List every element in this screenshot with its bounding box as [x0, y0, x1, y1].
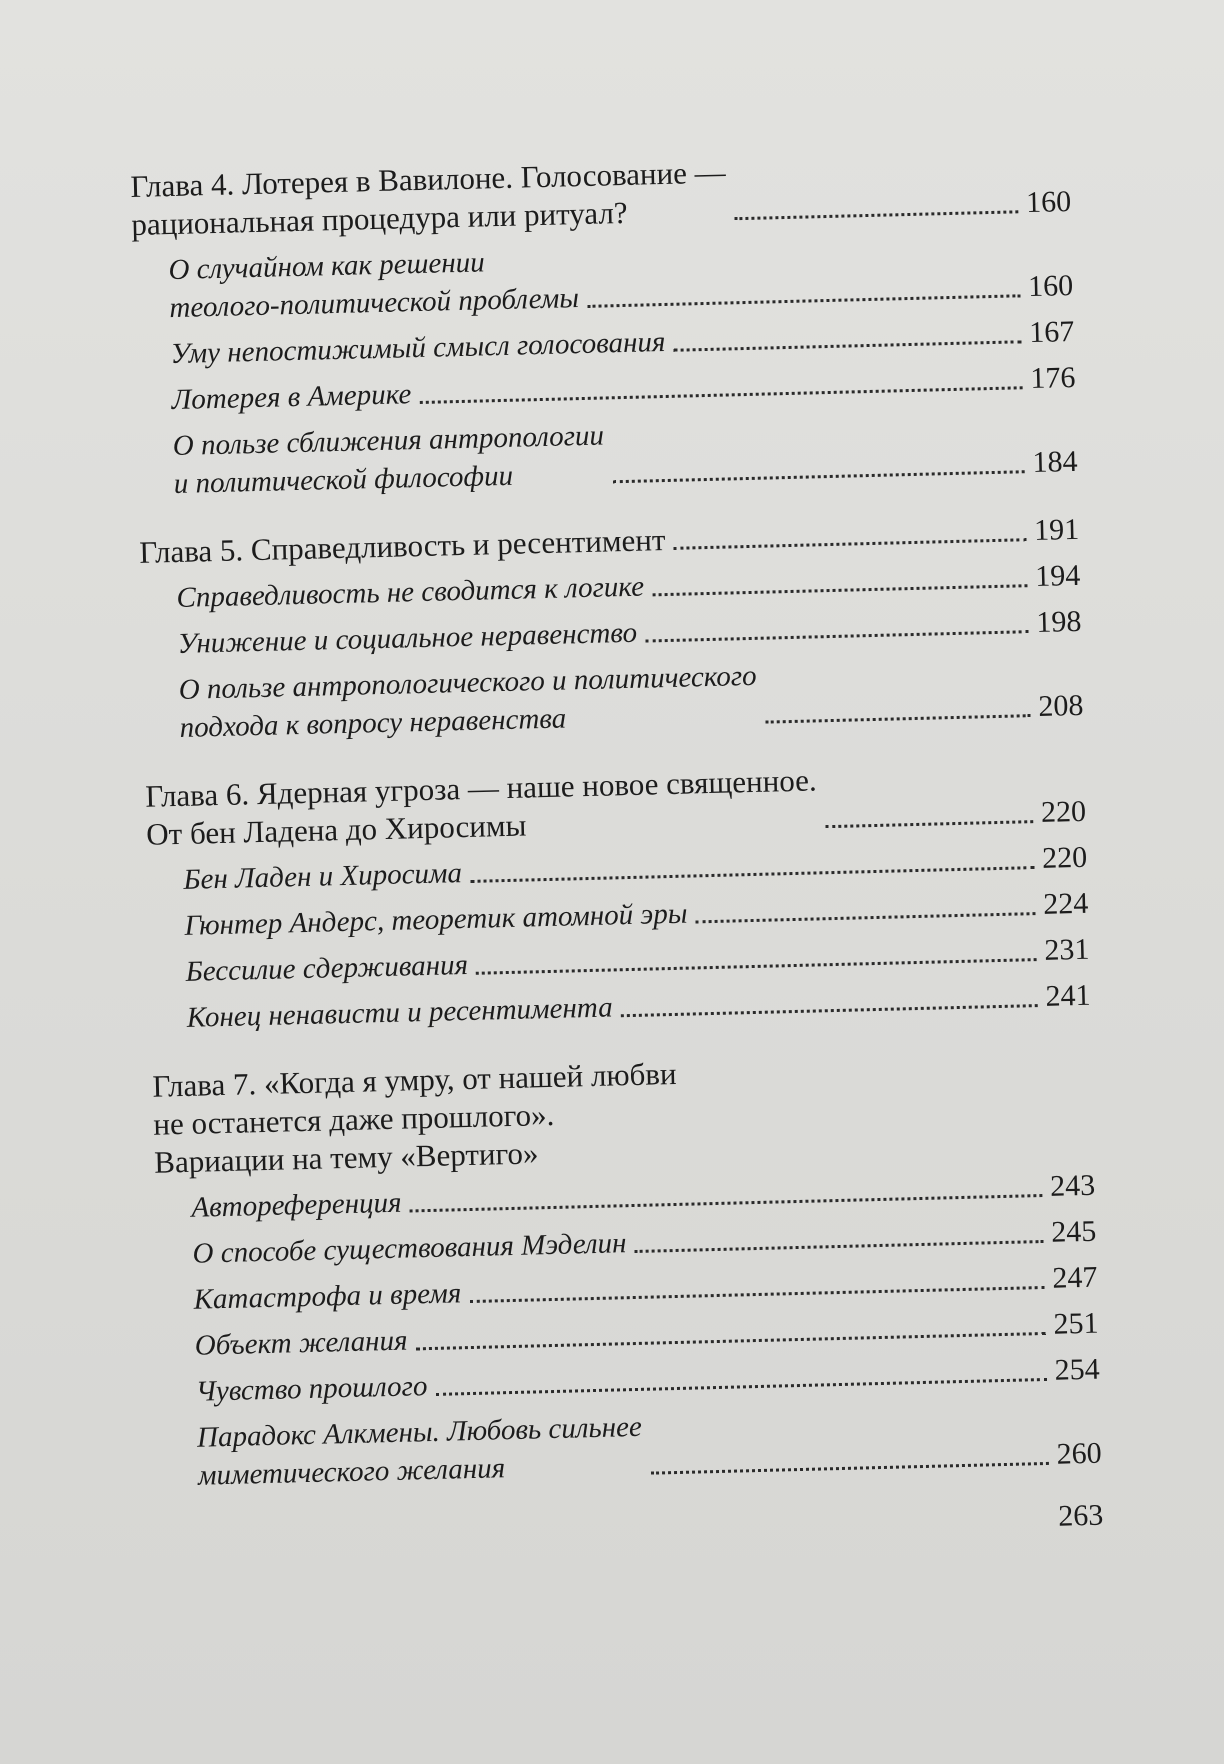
- section-title: [176, 568, 644, 617]
- dot-leader: [826, 819, 1034, 828]
- section-title-line: Парадокс Алкмены. Любовь сильнее: [196, 1410, 643, 1454]
- section-title-line: Уму непостижимый смысл голосования: [170, 325, 666, 371]
- section-title-line: Гюнтер Андерс, теоретик атомной эры: [184, 897, 688, 942]
- section-title: [178, 657, 758, 747]
- section-title: [183, 854, 462, 899]
- section-title-line: миметического желания: [197, 1452, 506, 1492]
- section-entry: [142, 649, 1084, 748]
- section-title: [170, 323, 666, 373]
- chapter-title-line: рациональная процедура или ритуал?: [130, 194, 628, 242]
- chapter-title-line: Вариации на тему «Вертиго»: [153, 1135, 539, 1180]
- dot-leader: [436, 1377, 1047, 1396]
- chapter-title-line: Глава 6. Ядерная угроза — наше новое священное.: [144, 762, 818, 814]
- chapter-title-line: не останется даже прошлого».: [152, 1096, 555, 1142]
- section-title-line: подхода к вопросу неравенства: [179, 702, 567, 744]
- chapter-title: [130, 153, 727, 244]
- dot-leader: [621, 1003, 1038, 1017]
- section-title-line: Унижение и социальное неравенство: [177, 616, 638, 660]
- page-number: 160: [1025, 185, 1072, 220]
- dot-leader: [469, 1285, 1044, 1303]
- page-number: 167: [1028, 314, 1075, 350]
- section-title-line: Автореференция: [191, 1186, 402, 1224]
- dot-leader: [651, 1461, 1049, 1475]
- section-title-line: О пользе сближения антропологии: [172, 419, 605, 463]
- chapter-title: [152, 1055, 679, 1182]
- chapter-4: [130, 145, 1078, 504]
- chapter-title-line: Глава 7. «Когда я умру, от нашей любви: [152, 1055, 677, 1104]
- page-number: 194: [1034, 558, 1081, 593]
- dot-leader: [735, 209, 1019, 220]
- chapter-heading: [145, 755, 1087, 854]
- section-entry: [161, 1397, 1103, 1496]
- dot-leader: [587, 293, 1020, 308]
- chapter-title: [139, 521, 666, 572]
- dot-leader: [635, 1239, 1044, 1253]
- page-number: 208: [1038, 688, 1084, 723]
- section-entry: [136, 405, 1078, 504]
- section-title-line: О способе существования Мэделин: [192, 1227, 627, 1270]
- section-title: [171, 375, 412, 419]
- page-number: 231: [1043, 932, 1090, 967]
- section-title-line: О случайном как решении: [168, 246, 486, 287]
- trailing-entry: [163, 1497, 1104, 1558]
- section-title-line: Бессилие сдерживания: [185, 948, 469, 988]
- section-title: [192, 1224, 627, 1273]
- section-entry: [132, 229, 1074, 328]
- dot-leader: [652, 583, 1027, 596]
- chapter-heading: [130, 145, 1072, 244]
- section-title: [191, 1184, 402, 1227]
- section-title: [193, 1274, 462, 1319]
- page-number: 251: [1053, 1306, 1099, 1341]
- page-number: 184: [1032, 444, 1078, 480]
- dot-leader: [766, 713, 1031, 723]
- dot-leader: [410, 1193, 1043, 1212]
- dot-leader: [673, 339, 1021, 352]
- page-number: 263: [1057, 1498, 1104, 1533]
- page-number: 241: [1045, 978, 1091, 1013]
- page-number: 160: [1027, 268, 1074, 304]
- dot-leader: [470, 865, 1034, 883]
- page-number: 247: [1051, 1260, 1098, 1295]
- section-title-line: и политической философии: [173, 459, 514, 501]
- section-title-line: Лотерея в Америке: [171, 378, 412, 417]
- page-number: 243: [1049, 1168, 1096, 1203]
- dot-leader: [695, 911, 1035, 923]
- section-title-line: теолого-политической проблемы: [169, 282, 580, 325]
- section-title-line: Катастрофа и время: [193, 1277, 462, 1316]
- section-title: [168, 241, 579, 327]
- section-title: [172, 417, 605, 504]
- section-title: [185, 946, 468, 991]
- chapter-title: [145, 761, 818, 853]
- page-number: 245: [1050, 1214, 1097, 1249]
- chapter-title-line: Глава 4. Лотерея в Вавилоне. Голосование —: [130, 154, 727, 204]
- chapter-heading: [152, 1045, 1095, 1182]
- section-title: [195, 1367, 427, 1411]
- table-of-contents: [130, 145, 1104, 1558]
- chapter-title-line: От бен Ладена до Хиросимы: [145, 807, 527, 852]
- page-number: 176: [1030, 360, 1076, 396]
- section-title-line: Конец ненависти и ресентимента: [186, 991, 613, 1034]
- section-title: [194, 1322, 408, 1365]
- section-title-line: Чувство прошлого: [195, 1370, 428, 1408]
- chapter-title-line: Глава 5. Справедливость и ресентимент: [138, 522, 666, 570]
- section-title-line: Справедливость не сводится к логике: [176, 570, 645, 614]
- section-title: [186, 988, 613, 1036]
- page-number: 260: [1056, 1436, 1103, 1471]
- page-number: 191: [1033, 512, 1080, 548]
- section-title: [197, 1408, 644, 1495]
- dot-leader: [613, 469, 1025, 483]
- section-title: [177, 614, 637, 663]
- page-number: 220: [1040, 794, 1087, 829]
- page-number: 220: [1041, 840, 1088, 875]
- dot-leader: [476, 957, 1037, 975]
- dot-leader: [419, 385, 1022, 404]
- page-number: 224: [1042, 886, 1089, 921]
- chapter-5: [139, 511, 1084, 748]
- chapter-7: [152, 1045, 1102, 1496]
- dot-leader: [674, 537, 1027, 550]
- page-number: 198: [1035, 604, 1082, 639]
- section-title: [184, 895, 688, 945]
- section-title-line: Бен Ладен и Хиросима: [183, 857, 463, 896]
- dot-leader: [645, 629, 1028, 642]
- page-number: 254: [1054, 1352, 1101, 1387]
- section-title-line: О пользе антропологического и политического: [178, 659, 757, 706]
- chapter-6: [145, 755, 1091, 1038]
- section-title-line: Объект желания: [194, 1324, 408, 1362]
- dot-leader: [416, 1331, 1046, 1350]
